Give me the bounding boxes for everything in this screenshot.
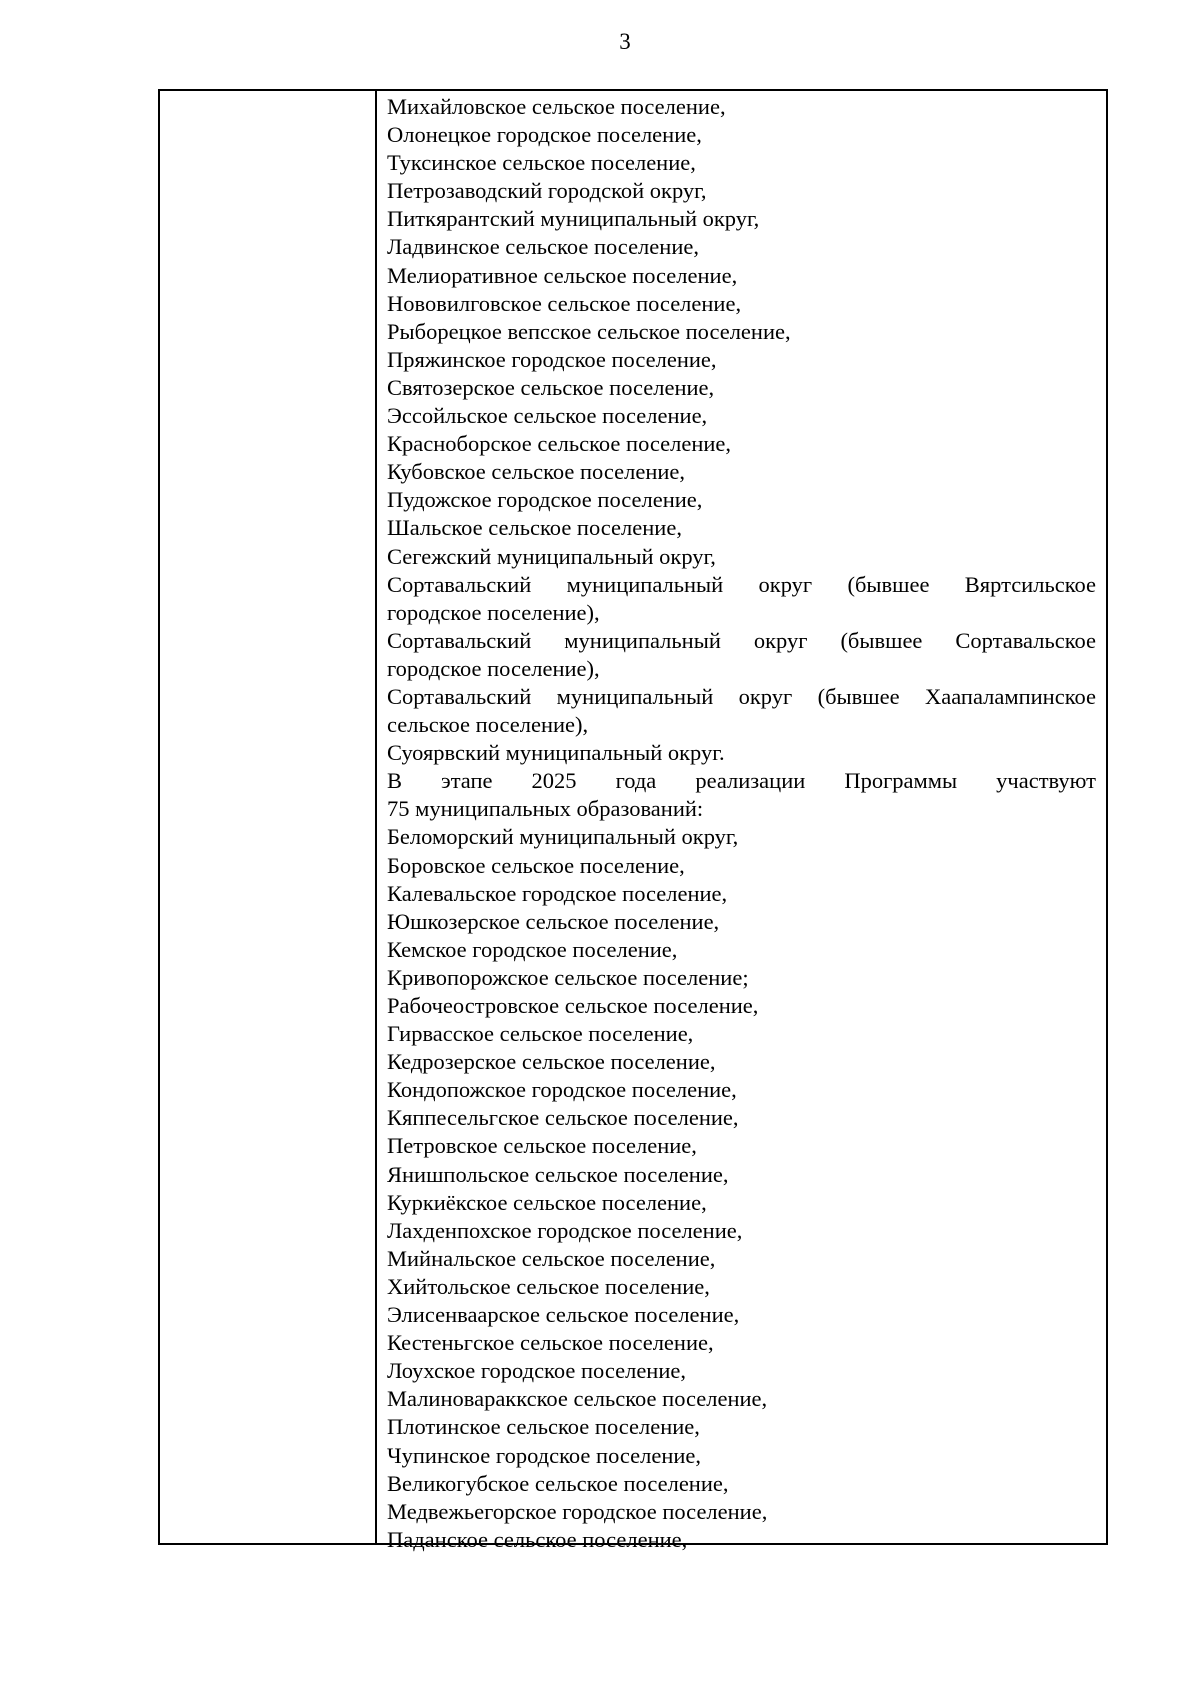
text-line: Янишпольское сельское поселение, — [387, 1161, 729, 1187]
text-line: Рабочеостровское сельское поселение, — [387, 993, 759, 1018]
text-line: Михайловское сельское поселение, — [387, 94, 726, 119]
text-line: Мийнальское сельское поселение, — [387, 1245, 716, 1271]
text-line: Сегежский муниципальный округ, — [387, 543, 716, 569]
text-line: Кедрозерское сельское поселение, — [387, 1049, 716, 1075]
text-line: Пряжинское городское поселение, — [387, 346, 717, 372]
text-line: Красноборское сельское поселение, — [387, 431, 732, 457]
table-left-cell — [160, 91, 375, 1543]
text-line: Кемское городское поселение, — [387, 936, 678, 962]
text-line: Плотинское сельское поселение, — [387, 1414, 700, 1440]
text-line: Медвежьегорское городское поселение, — [387, 1498, 768, 1524]
text-line: Суоярвский муниципальный округ. — [387, 740, 725, 766]
text-line: Элисенваарское сельское поселение, — [387, 1302, 740, 1328]
text-line: Лоухское городское поселение, — [387, 1358, 686, 1384]
text-line: Петровское сельское поселение, — [387, 1133, 697, 1159]
text-line: Рыборецкое вепсское сельское поселение, — [387, 318, 791, 344]
text-line: Сортавальский муниципальный округ (бывшее Вяртсильское — [387, 571, 1096, 597]
text-line: Куркиёкское сельское поселение, — [387, 1189, 707, 1215]
text-line: Гирвасское сельское поселение, — [387, 1021, 694, 1047]
text-line: Юшкозерское сельское поселение, — [387, 908, 720, 934]
text-line: Ладвинское сельское поселение, — [387, 234, 699, 260]
text-line: Кестеньгское сельское поселение, — [387, 1330, 714, 1356]
text-line: Хийтольское сельское поселение, — [387, 1273, 710, 1299]
text-line: Беломорский муниципальный округ, — [387, 824, 739, 850]
text-line: Лахденпохское городское поселение, — [387, 1217, 743, 1243]
text-line: Олонецкое городское поселение, — [387, 122, 702, 148]
text-line: Кубовское сельское поселение, — [387, 459, 686, 485]
text-line: Малиновараккское сельское поселение, — [387, 1386, 768, 1412]
text-line: В этапе 2025 года реализации Программы участвуют — [387, 768, 1096, 794]
text-line: Нововилговское сельское поселение, — [387, 290, 742, 316]
text-line: Пудожское городское поселение, — [387, 487, 703, 513]
text-line: Сортавальский муниципальный округ (бывшее Сортавальское — [387, 627, 1096, 653]
text-line: Мелиоративное сельское поселение, — [387, 262, 738, 288]
text-line: городское поселение), — [387, 655, 600, 681]
text-line: городское поселение), — [387, 599, 600, 625]
text-line: Кривопорожское сельское поселение; — [387, 964, 749, 990]
text-line: Шальское сельское поселение, — [387, 515, 682, 541]
text-line: Эссойльское сельское поселение, — [387, 403, 708, 429]
text-line: Калевальское городское поселение, — [387, 880, 728, 906]
text-line: Паданское сельское поселение, — [387, 1526, 688, 1552]
document-table — [158, 89, 1108, 1552]
text-line: сельское поселение), — [387, 712, 589, 738]
text-line: Чупинское городское поселение, — [387, 1442, 702, 1468]
text-line: Питкярантский муниципальный округ, — [387, 206, 760, 232]
column-divider — [375, 91, 377, 1543]
text-line: Боровское сельское поселение, — [387, 852, 685, 878]
page-number: 3 — [619, 29, 631, 54]
text-line: Туксинское сельское поселение, — [387, 150, 696, 176]
text-line: Кондопожское городское поселение, — [387, 1077, 737, 1103]
text-line: Петрозаводский городской округ, — [387, 178, 707, 204]
text-line: Сортавальский муниципальный округ (бывшее Хаапалампинское — [387, 683, 1096, 709]
text-line: Святозерское сельское поселение, — [387, 374, 715, 400]
table-right-cell — [387, 93, 1096, 1554]
text-line: 75 муниципальных образований: — [387, 796, 704, 822]
text-line: Великогубское сельское поселение, — [387, 1470, 729, 1496]
text-line: Кяппесельгское сельское поселение, — [387, 1105, 739, 1131]
